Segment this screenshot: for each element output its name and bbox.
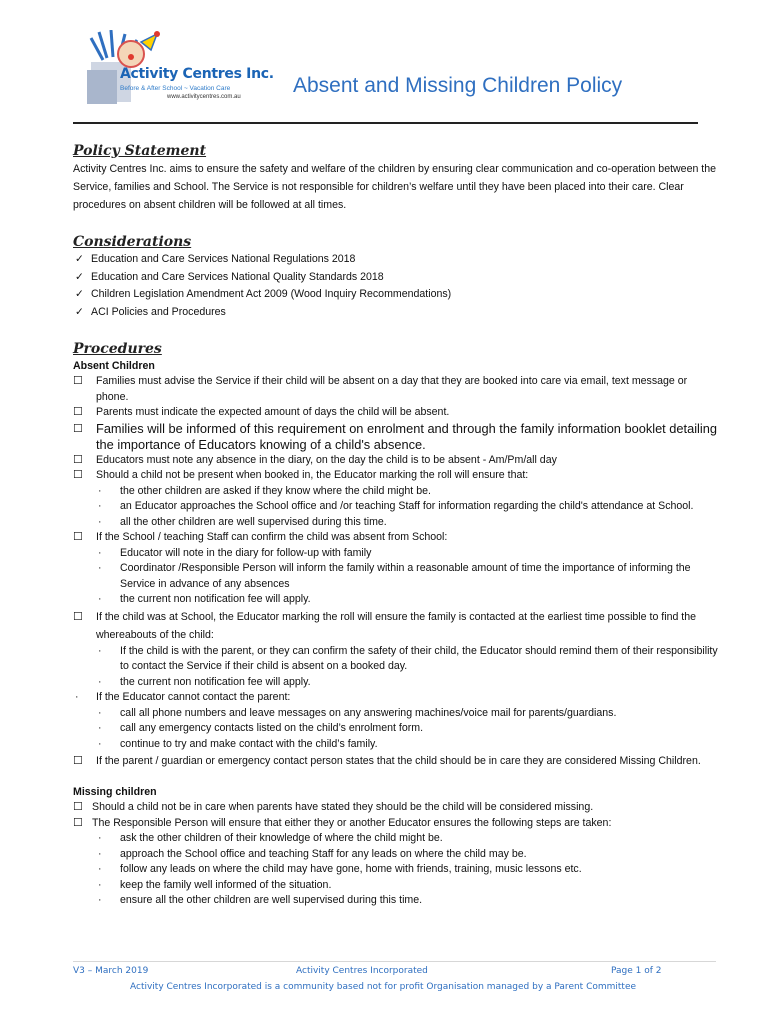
footer-tagline: Activity Centres Incorporated is a community based not for profit Organisation managed by a Parent Committee xyxy=(130,982,637,992)
bullet-icon: · xyxy=(98,593,102,605)
bullet-icon: · xyxy=(98,706,102,719)
policy-statement-text: Activity Centres Inc. aims to ensure the safety and welfare of the children by ensuring clear communication and co-operation between the Service, families and School. The Service is not responsible for children’s welfare until they have been placed into their care. Clear procedures on absent children will be followed at all times. xyxy=(73,163,717,211)
procedure-item: ☐ If the parent / guardian or emergency contact person states that the child should be in care they are considered Missing Children. xyxy=(73,752,718,770)
checkmark-icon: ✓ xyxy=(75,270,84,283)
procedure-subitem: · If the child is with the parent, or they can confirm the safety of their child, the Educator should remind them of their responsibility to contact the Service if their child is absent on a booked day. xyxy=(98,644,718,672)
procedure-item: ☐ The Responsible Person will ensure that either they or another Educator ensures the following steps are taken: xyxy=(73,816,718,832)
logo-tagline: Before & After School ~ Vacation Care xyxy=(120,85,231,92)
procedure-item: ☐ Families will be informed of this requirement on enrolment and through the family information booklet detailing the importance of Educators knowing of a child's absence. xyxy=(73,420,717,452)
procedure-item: · If the Educator cannot contact the parent: xyxy=(73,690,718,706)
bullet-icon: · xyxy=(98,644,102,657)
procedure-subitem: · keep the family well informed of the situation. xyxy=(73,878,718,894)
consideration-item: ✓ Children Legislation Amendment Act 2009 (Wood Inquiry Recommendations) xyxy=(73,286,718,304)
checkbox-icon: ☐ xyxy=(73,755,83,767)
procedures-heading: Procedures xyxy=(73,341,162,357)
checkbox-icon: ☐ xyxy=(73,801,83,813)
logo-name: Activity Centres Inc. xyxy=(120,66,274,82)
procedure-subitem: · follow any leads on where the child may have gone, home with friends, training, music lessons etc. xyxy=(73,862,718,878)
bullet-icon: · xyxy=(98,515,102,528)
document-body xyxy=(73,142,718,909)
page-title: Absent and Missing Children Policy xyxy=(293,74,623,97)
bullet-icon: · xyxy=(98,894,102,906)
procedure-subitem: · all the other children are well supervised during this time. xyxy=(73,515,718,531)
bullet-icon: · xyxy=(98,484,102,497)
procedure-subitem: · Coordinator /Responsible Person will inform the family within a reasonable amount of time the importance of informing the Service in advance of any absences xyxy=(98,562,691,590)
checkbox-icon: ☐ xyxy=(73,610,83,623)
procedure-subitem: · an Educator approaches the School office and /or teaching Staff for information regarding the child's attendance at School. xyxy=(73,499,718,515)
bullet-icon: · xyxy=(98,500,102,512)
procedure-item: ☐ If the child was at School, the Educator marking the roll will ensure the family is contacted at the earliest time possible to find the whereabouts of the child: xyxy=(73,608,718,644)
header-divider xyxy=(73,122,698,124)
checkmark-icon: ✓ xyxy=(75,253,84,265)
bullet-icon: · xyxy=(98,863,102,875)
bullet-icon: · xyxy=(98,878,102,891)
bullet-icon: · xyxy=(98,546,102,559)
checkbox-icon: ☐ xyxy=(73,469,83,481)
procedure-item: ☐ Educators must note any absence in the diary, on the day the child is to be absent - Am/Pm/all day xyxy=(73,453,718,469)
logo xyxy=(85,30,280,110)
bullet-icon: · xyxy=(98,847,102,860)
considerations-heading: Considerations xyxy=(73,234,192,250)
procedure-item: ☐ Parents must indicate the expected amount of days the child will be absent. xyxy=(73,405,718,421)
procedure-subitem: · approach the School office and teaching Staff for any leads on where the child may be. xyxy=(73,847,718,863)
procedure-item: ☐ Should a child not be in care when parents have stated they should be the child will be considered missing. xyxy=(73,800,718,816)
procedure-subitem: · continue to try and make contact with the child’s family. xyxy=(73,737,718,753)
bullet-icon: · xyxy=(98,722,102,734)
procedure-subitem: · ask the other children of their knowledge of where the child might be. xyxy=(73,831,718,847)
footer-version: V3 – March 2019 xyxy=(73,966,149,976)
checkmark-icon: ✓ xyxy=(75,305,84,318)
procedure-subitem: · Educator will note in the diary for follow-up with family xyxy=(73,546,718,562)
consideration-item: ✓ ACI Policies and Procedures xyxy=(73,304,718,322)
missing-children-heading: Missing children xyxy=(73,786,157,798)
absent-children-heading: Absent Children xyxy=(73,360,155,372)
procedure-subitem: · call all phone numbers and leave messages on any answering machines/voice mail for parents/guardians. xyxy=(73,706,718,722)
bullet-icon: · xyxy=(98,562,102,574)
logo-url: www.activitycentres.com.au xyxy=(167,94,241,100)
checkbox-icon: ☐ xyxy=(73,453,83,466)
procedure-subitem: · call any emergency contacts listed on the child’s enrolment form. xyxy=(73,721,718,737)
procedure-subitem: · the other children are asked if they know where the child might be. xyxy=(73,484,718,500)
consideration-item: ✓ Education and Care Services National Regulations 2018 xyxy=(73,251,718,269)
procedure-subitem: · the current non notification fee will apply. xyxy=(73,675,718,691)
checkbox-icon: ☐ xyxy=(73,422,83,435)
checkmark-icon: ✓ xyxy=(75,288,84,300)
checkbox-icon: ☐ xyxy=(73,816,83,829)
checkbox-icon: ☐ xyxy=(73,406,83,418)
procedure-item: ☐ If the School / teaching Staff can confirm the child was absent from School: xyxy=(73,530,718,546)
bullet-icon: · xyxy=(98,737,102,750)
footer-org: Activity Centres Incorporated xyxy=(296,966,428,976)
procedure-item: ☐ Should a child not be present when booked in, the Educator marking the roll will ensure that: xyxy=(73,468,718,484)
consideration-item: ✓ Education and Care Services National Quality Standards 2018 xyxy=(73,269,718,287)
footer-divider xyxy=(73,961,716,962)
bullet-icon: · xyxy=(98,675,102,688)
procedure-item: ☐ Families must advise the Service if their child will be absent on a day that they are booked into care via email, text message or phone. xyxy=(73,375,688,403)
checkbox-icon: ☐ xyxy=(73,531,83,543)
bullet-icon: · xyxy=(75,691,79,703)
procedure-subitem: · ensure all the other children are well supervised during this time. xyxy=(73,893,718,909)
checkbox-icon: ☐ xyxy=(73,375,83,387)
bullet-icon: · xyxy=(98,832,102,844)
procedure-subitem: · the current non notification fee will apply. xyxy=(73,592,718,608)
footer-page-number: Page 1 of 2 xyxy=(611,966,662,976)
policy-statement-heading: Policy Statement xyxy=(73,143,207,159)
